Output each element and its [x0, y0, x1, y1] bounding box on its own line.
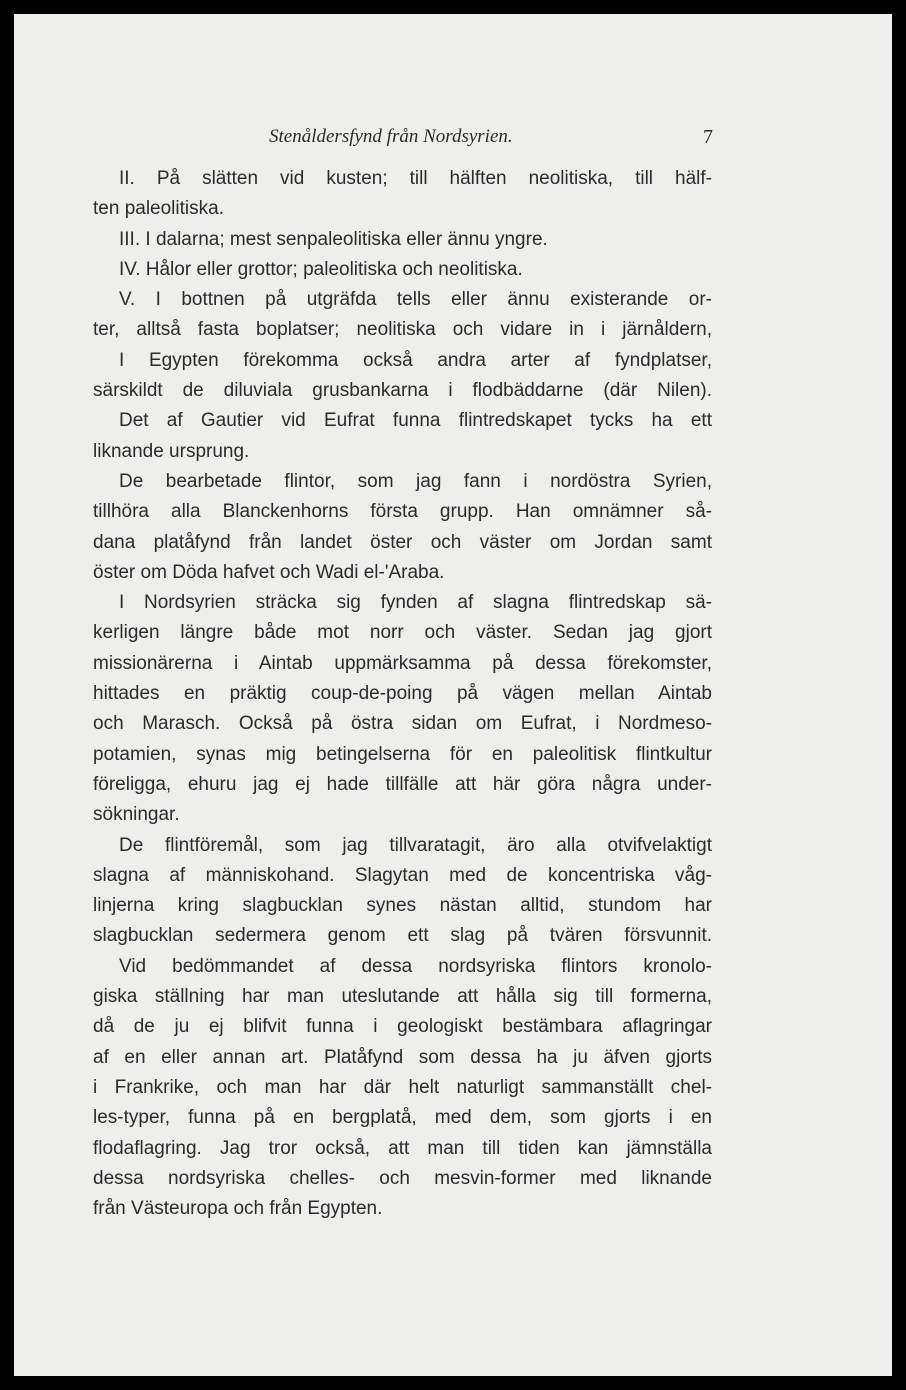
text-line: les-typer, funna på en bergplatå, med dem, som gjorts i en [93, 1107, 712, 1129]
text-line: giska ställning har man uteslutande att hålla sig till formerna, [93, 986, 712, 1008]
text-line: potamien, synas mig betingelserna för en paleolitisk flintkultur [93, 743, 712, 765]
text-line: III. I dalarna; mest senpaleolitiska eller ännu yngre. [119, 228, 548, 250]
text-line: i Frankrike, och man har där helt naturligt sammanställt chel- [93, 1076, 712, 1098]
text-line: öster om Döda hafvet och Wadi el-'Araba. [93, 561, 445, 583]
text-line: hittades en präktig coup-de-poing på vägen mellan Aintab [93, 683, 712, 705]
text-line: Det af Gautier vid Eufrat funna flintredskapet tycks ha ett [119, 410, 712, 432]
text-line: särskildt de diluviala grusbankarna i flodbäddarne (där Nilen). [93, 380, 712, 402]
text-line: missionärerna i Aintab uppmärksamma på dessa förekomster, [93, 652, 712, 674]
text-line: I Nordsyrien sträcka sig fynden af slagna flintredskap sä- [119, 592, 712, 614]
text-line: liknande ursprung. [93, 440, 250, 462]
text-line: tillhöra alla Blanckenhorns första grupp. Han omnämner så- [93, 501, 712, 523]
text-line: och Marasch. Också på östra sidan om Eufrat, i Nordmeso- [93, 713, 712, 735]
text-line: II. På slätten vid kusten; till hälften neolitiska, till hälf- [119, 168, 712, 189]
text-line: flodaflagring. Jag tror också, att man till tiden kan jämnställa [93, 1137, 712, 1159]
text-line: af en eller annan art. Platåfynd som dessa ha ju äfven gjorts [93, 1046, 712, 1068]
text-line: kerligen längre både mot norr och väster. Sedan jag gjort [93, 622, 712, 644]
text-line: De bearbetade flintor, som jag fann i nordöstra Syrien, [119, 470, 712, 492]
text-line: från Västeuropa och från Egypten. [93, 1198, 383, 1220]
text-line: slagbucklan sedermera genom ett slag på tvären försvunnit. [93, 925, 712, 947]
text-line: dana platåfynd från landet öster och väster om Jordan samt [93, 531, 712, 553]
running-title: Stenåldersfynd från Nordsyrien. [269, 126, 513, 147]
text-line: IV. Hålor eller grottor; paleolitiska och neolitiska. [119, 258, 523, 280]
running-head [14, 126, 892, 156]
text-line: De flintföremål, som jag tillvaratagit, äro alla otvifvelaktigt [119, 834, 712, 856]
text-line: sökningar. [93, 804, 180, 826]
page-number: 7 [703, 126, 713, 148]
text-line: dessa nordsyriska chelles- och mesvin-former med liknande [93, 1167, 712, 1189]
text-line: V. I bottnen på utgräfda tells eller ännu existerande or- [119, 289, 712, 311]
text-line: ter, alltså fasta boplatser; neolitiska och vidare in i järnåldern, [93, 319, 712, 341]
text-line: linjerna kring slagbucklan synes nästan alltid, stundom har [93, 895, 712, 917]
body-text [93, 164, 712, 1224]
text-line: då de ju ej blifvit funna i geologiskt bestämbara aflagringar [93, 1016, 712, 1038]
book-page [14, 14, 892, 1376]
text-line: ten paleolitiska. [93, 198, 224, 220]
text-line: I Egypten förekomma också andra arter af fyndplatser, [119, 349, 712, 371]
text-line: Vid bedömmandet af dessa nordsyriska flintors kronolo- [119, 955, 712, 977]
text-line: slagna af människohand. Slagytan med de koncentriska våg- [93, 864, 712, 886]
text-line: föreligga, ehuru jag ej hade tillfälle att här göra några under- [93, 773, 712, 795]
